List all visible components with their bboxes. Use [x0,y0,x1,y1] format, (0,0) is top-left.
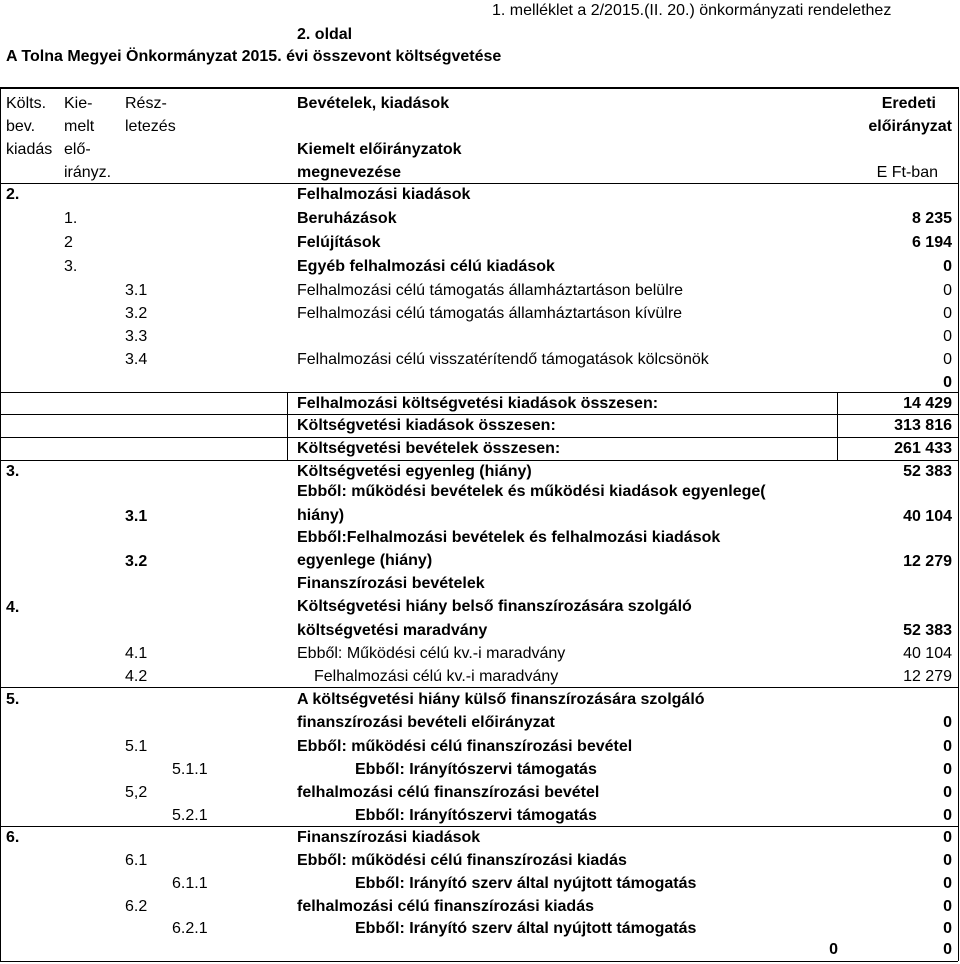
row-description: Felhalmozási célú támogatás államháztartáson belülre [297,282,683,299]
row-amount: 0 [943,305,952,322]
row-amount: 8 235 [911,210,952,227]
header-line: Kie- [64,95,93,112]
row-description: Ebből: működési bevételek és működési kiadások egyenlege( [297,483,766,500]
header-line: Rész- [125,95,167,112]
row-code: 5,2 [125,784,148,801]
row-description: Költségvetési kiadások összesen: [297,417,556,434]
row-code: 5.1.1 [172,761,208,778]
row-amount: 0 [943,829,952,846]
row-code: 5. [6,691,20,708]
header-line: irányz. [64,164,112,181]
row-code: 5.2.1 [172,807,208,824]
row-description: Felújítások [297,234,381,251]
header-line: E Ft-ban [876,164,938,181]
row-description: Ebből: Irányító szerv által nyújtott támogatás [355,875,697,892]
row-amount: 0 [943,738,952,755]
table-bottom-border [0,961,958,962]
row-code: 6.2.1 [172,920,208,937]
totals-bottom-border [0,460,958,461]
row-code: 6.1.1 [172,875,208,892]
row-amount: 0 [943,852,952,869]
row-amount: 40 104 [903,508,952,525]
row-code: 2. [6,186,20,203]
row-amount: 0 [943,258,952,275]
row-amount: 0 [943,761,952,778]
row-description: Finanszírozási kiadások [297,829,481,846]
row-amount: 0 [943,941,952,958]
page-number: 2. oldal [297,26,353,43]
row-description: felhalmozási célú finanszírozási kiadás [297,898,594,915]
row-description: Költségvetési bevételek összesen: [297,440,561,457]
row-code: 3.1 [125,282,148,299]
row-amount: 52 383 [903,463,952,480]
row-code: 3.2 [125,553,148,570]
row-amount: 40 104 [903,645,952,662]
row-description: finanszírozási bevételi előirányzat [297,714,555,731]
row-code: 3. [64,258,78,275]
row-code: 1. [64,210,78,227]
row-description: Ebből: Irányító szerv által nyújtott támogatás [355,920,697,937]
row-amount: 0 [943,328,952,345]
row-code: 6.2 [125,898,148,915]
section-divider [0,687,958,688]
row-description: Felhalmozási célú kv.-i maradvány [314,668,559,685]
table-left-border [0,87,1,961]
row-amount: 6 194 [911,234,952,251]
row-description: Ebből:Felhalmozási bevételek és felhalmozási kiadások [297,529,721,546]
row-code: 3.4 [125,351,148,368]
header-line: előirányzat [868,118,952,135]
row-description: Ebből: Működési célú kv.-i maradvány [297,645,566,662]
row-description: Beruházások [297,210,397,227]
row-description: Ebből: működési célú finanszírozási kiadás [297,852,627,869]
row-amount: 14 429 [903,395,952,412]
row-code: 4.1 [125,645,148,662]
header-line: Bevételek, kiadások [297,95,450,112]
row-amount: 0 [943,898,952,915]
row-code: 5.1 [125,738,148,755]
table-top-border [0,87,958,89]
row-code: 3.2 [125,305,148,322]
row-amount-secondary: 0 [829,941,838,958]
header-line: Költs. [6,95,47,112]
row-description: felhalmozási célú finanszírozási bevétel [297,784,600,801]
row-amount: 0 [943,784,952,801]
totals-divider-right [837,392,838,460]
row-description: Felhalmozási költségvetési kiadások összesen: [297,395,659,412]
row-code: 3.3 [125,328,148,345]
row-description: A költségvetési hiány külső finanszírozására szolgáló [297,691,705,708]
header-line: kiadás [6,141,53,158]
row-description: hiány) [297,507,345,524]
row-description: Felhalmozási célú támogatás államháztartáson kívülre [297,305,683,322]
row-description: Költségvetési hiány belső finanszírozására szolgáló [297,598,692,615]
row-code: 4. [6,599,20,616]
header-line: megnevezése [297,164,402,181]
row-amount: 313 816 [894,417,952,434]
totals-top-border [0,392,958,393]
document-title: A Tolna Megyei Önkormányzat 2015. évi összevont költségvetése [6,48,502,65]
row-amount: 12 279 [903,668,952,685]
row-description: Költségvetési egyenleg (hiány) [297,463,532,480]
row-amount: 0 [943,714,952,731]
row-amount: 52 383 [903,622,952,639]
header-line: letezés [125,118,176,135]
header-line: Kiemelt előirányzatok [297,141,462,158]
row-description: egyenlege (hiány) [297,552,433,569]
row-amount: 0 [943,374,952,391]
row-code: 3. [6,463,20,480]
row-description: Ebből: működési célú finanszírozási bevétel [297,738,633,755]
row-description: Egyéb felhalmozási célú kiadások [297,258,555,275]
header-divider [0,183,958,184]
row-code: 3.1 [125,508,148,525]
header-line: Eredeti [881,95,936,112]
annex-reference: 1. melléklet a 2/2015.(II. 20.) önkormányzati rendelethez [492,2,892,19]
section-divider [0,826,958,827]
row-description: költségvetési maradvány [297,622,488,639]
row-description: Ebből: Irányítószervi támogatás [355,761,597,778]
row-amount: 0 [943,351,952,368]
totals-divider-left [287,392,288,460]
row-amount: 261 433 [894,440,952,457]
totals-row-border [0,414,958,415]
row-code: 2 [64,234,73,251]
row-amount: 0 [943,282,952,299]
header-line: bev. [6,118,36,135]
row-amount: 12 279 [903,553,952,570]
row-description: Ebből: Irányítószervi támogatás [355,807,597,824]
header-line: melt [64,118,95,135]
table-right-border [958,87,959,961]
row-code: 6.1 [125,852,148,869]
row-amount: 0 [943,875,952,892]
header-line: elő- [64,141,91,158]
row-amount: 0 [943,807,952,824]
row-description: Felhalmozási célú visszatérítendő támogatások kölcsönök [297,351,709,368]
row-description: Finanszírozási bevételek [297,575,485,592]
row-amount: 0 [943,920,952,937]
totals-row-border [0,437,958,438]
row-code: 4.2 [125,668,148,685]
row-code: 6. [6,829,20,846]
row-description: Felhalmozási kiadások [297,186,471,203]
